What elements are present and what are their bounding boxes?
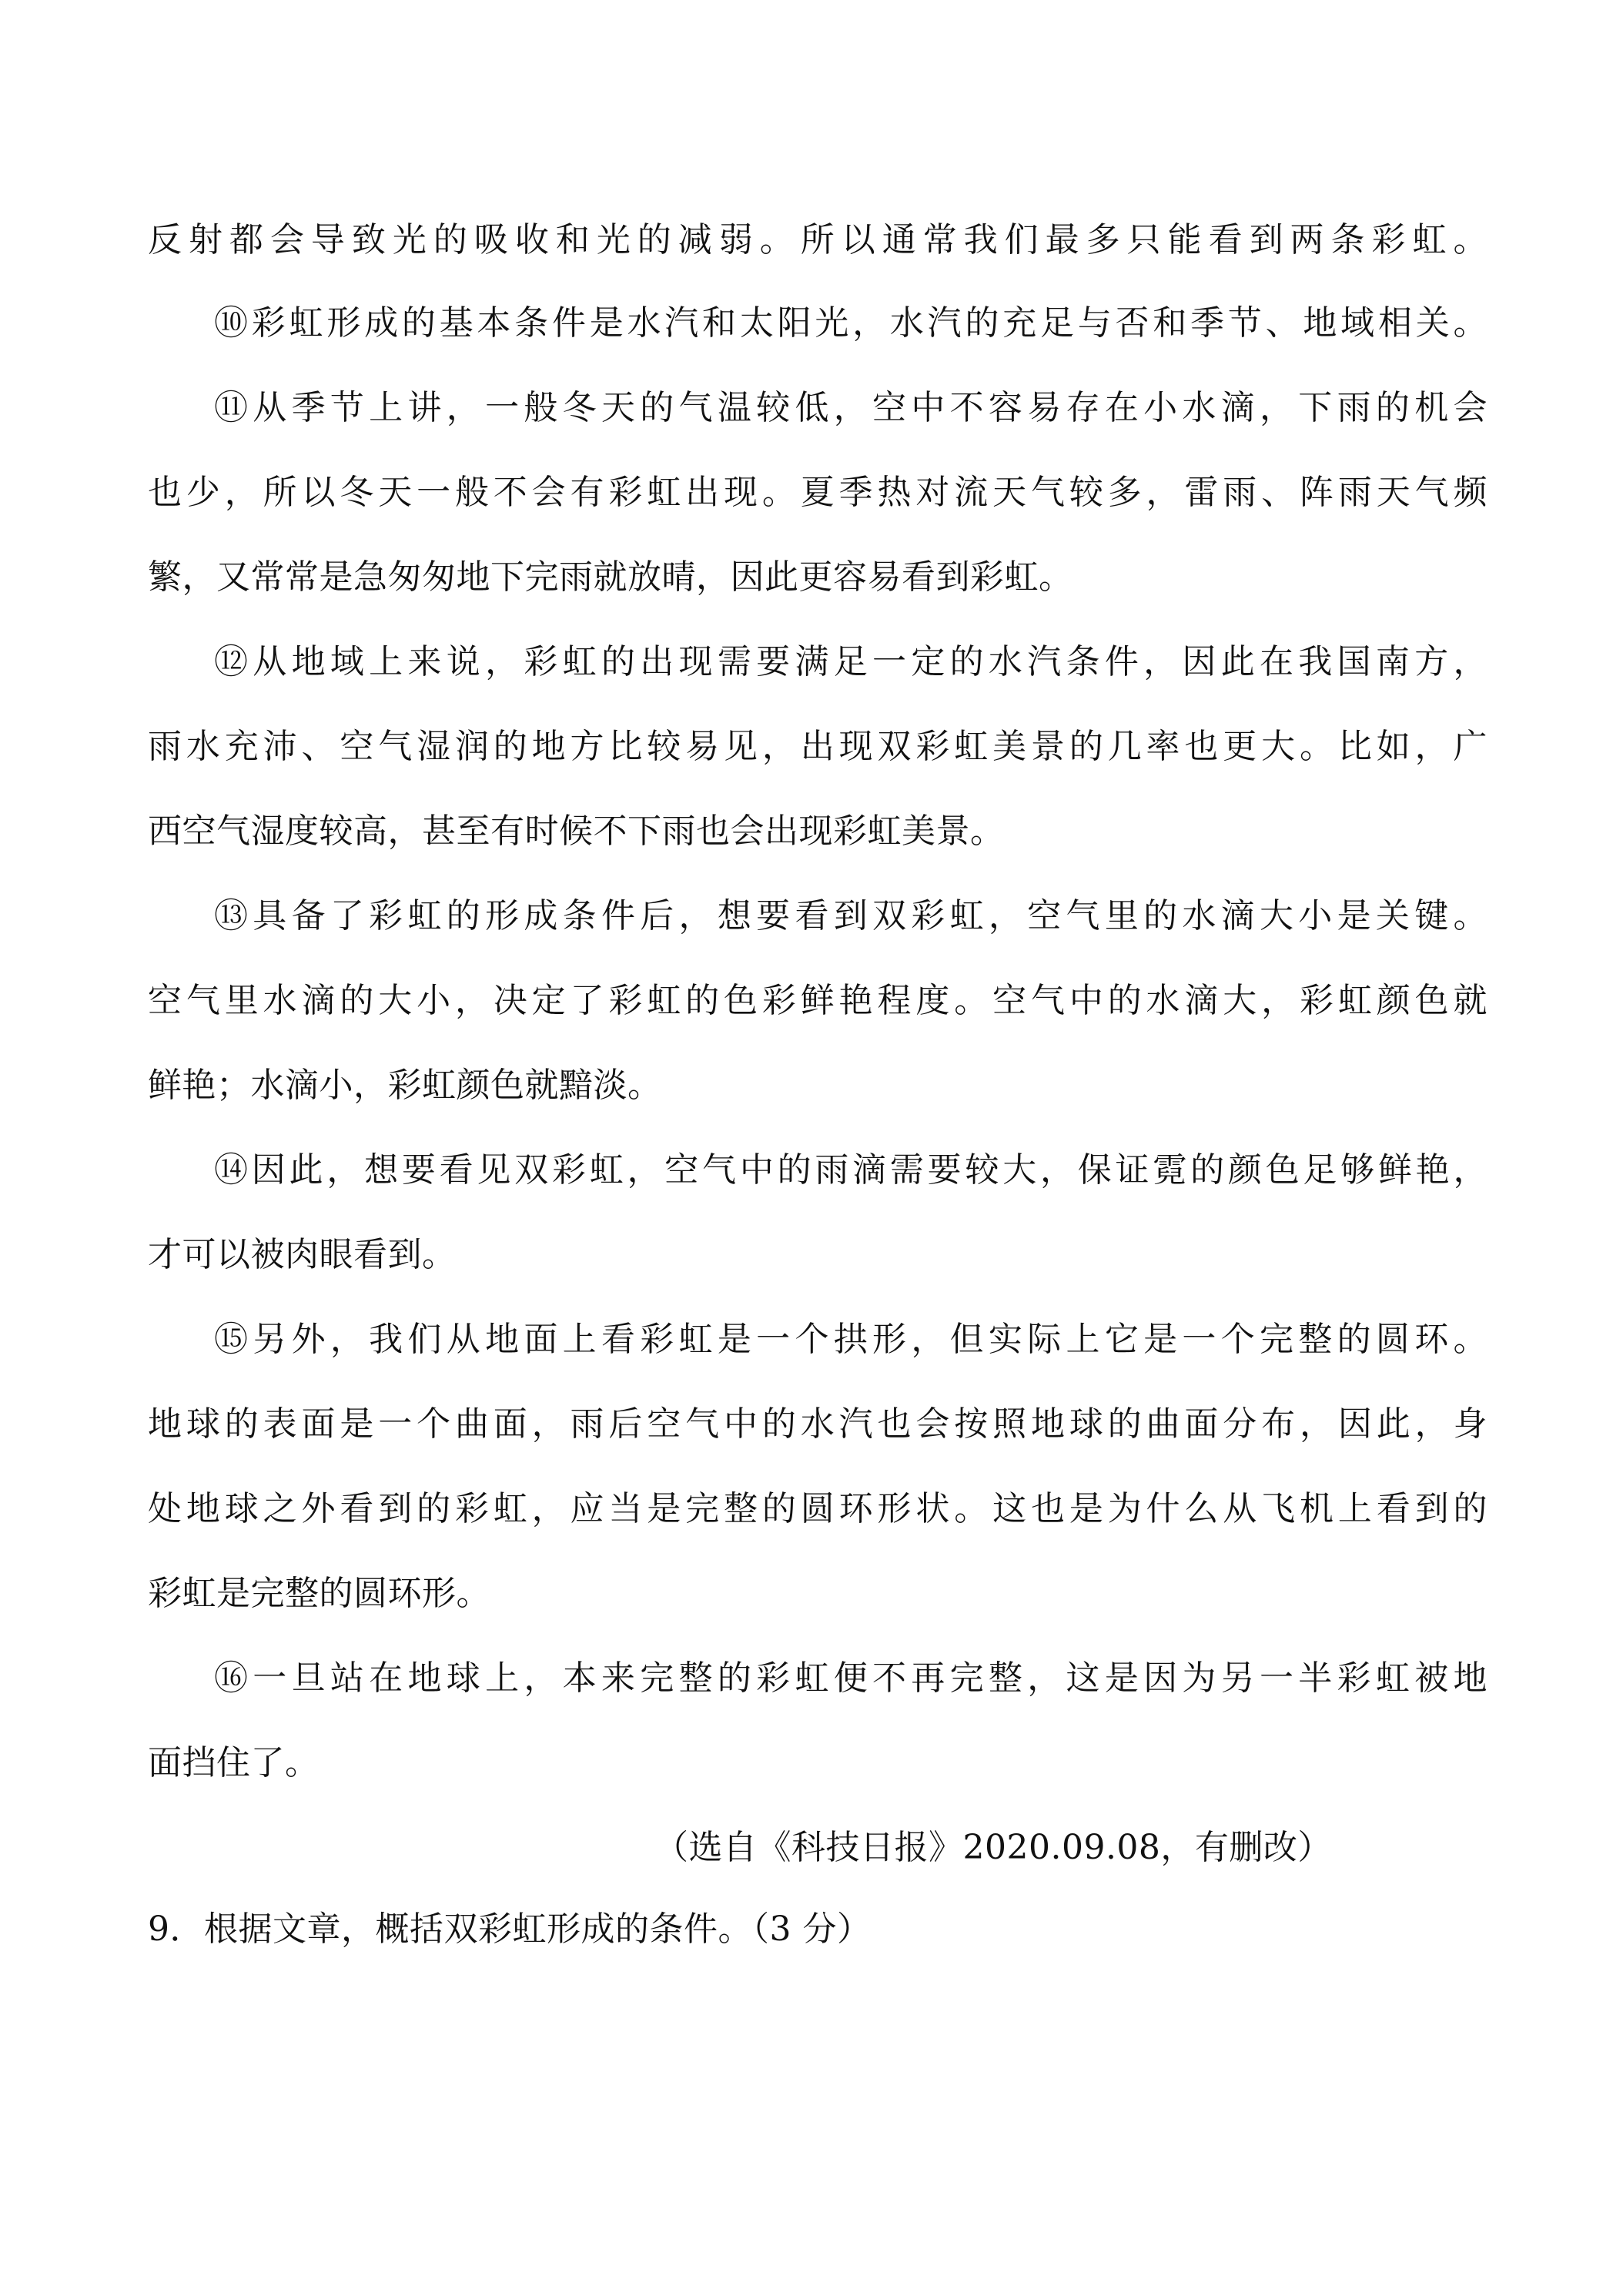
text-line: 雨水充沛、空气湿润的地方比较易见，出现双彩虹美景的几率也更大。比如，广: [148, 727, 1487, 766]
paragraph-16-line: ⑯一旦站在地球上，本来完整的彩虹便不再完整，这是因为另一半彩虹被地: [214, 1658, 1487, 1698]
text-line: 西空气湿度较高，甚至有时候不下雨也会出现彩虹美景。: [148, 812, 1005, 851]
text-line: 鲜艳；水滴小，彩虹颜色就黯淡。: [148, 1066, 662, 1105]
source-citation: （选自《科技日报》2020.09.08，有删改）: [654, 1828, 1332, 1867]
text-line: 处地球之外看到的彩虹，应当是完整的圆环形状。这也是为什么从飞机上看到的: [148, 1489, 1487, 1528]
text-line: 也少，所以冬天一般不会有彩虹出现。夏季热对流天气较多，雷雨、阵雨天气频: [148, 473, 1487, 512]
paragraph-11-line: ⑪从季节上讲，一般冬天的气温较低，空中不容易存在小水滴，下雨的机会: [214, 388, 1487, 427]
paragraph-13-line: ⑬具备了彩虹的形成条件后，想要看到双彩虹，空气里的水滴大小是关键。: [214, 896, 1487, 935]
text-line: 彩虹是完整的圆环形。: [148, 1574, 490, 1613]
text-line: 才可以被肉眼看到。: [148, 1235, 457, 1274]
paragraph-10-line: ⑩彩虹形成的基本条件是水汽和太阳光，水汽的充足与否和季节、地域相关。: [214, 303, 1487, 343]
text-line: 反射都会导致光的吸收和光的减弱。所以通常我们最多只能看到两条彩虹。: [148, 220, 1487, 259]
text-line: 地球的表面是一个曲面，雨后空气中的水汽也会按照地球的曲面分布，因此，身: [148, 1404, 1487, 1444]
paragraph-12-line: ⑫从地域上来说，彩虹的出现需要满足一定的水汽条件，因此在我国南方，: [214, 642, 1487, 681]
paragraph-15-line: ⑮另外，我们从地面上看彩虹是一个拱形，但实际上它是一个完整的圆环。: [214, 1320, 1487, 1359]
paragraph-14-line: ⑭因此，想要看见双彩虹，空气中的雨滴需要较大，保证霓的颜色足够鲜艳，: [214, 1150, 1487, 1190]
text-line: 面挡住了。: [148, 1743, 320, 1782]
question-9: 9．根据文章，概括双彩虹形成的条件。（3 分）: [148, 1909, 872, 1949]
text-line: 繁，又常常是急匆匆地下完雨就放晴，因此更容易看到彩虹。: [148, 557, 1073, 597]
text-line: 空气里水滴的大小，决定了彩虹的色彩鲜艳程度。空气中的水滴大，彩虹颜色就: [148, 981, 1487, 1020]
